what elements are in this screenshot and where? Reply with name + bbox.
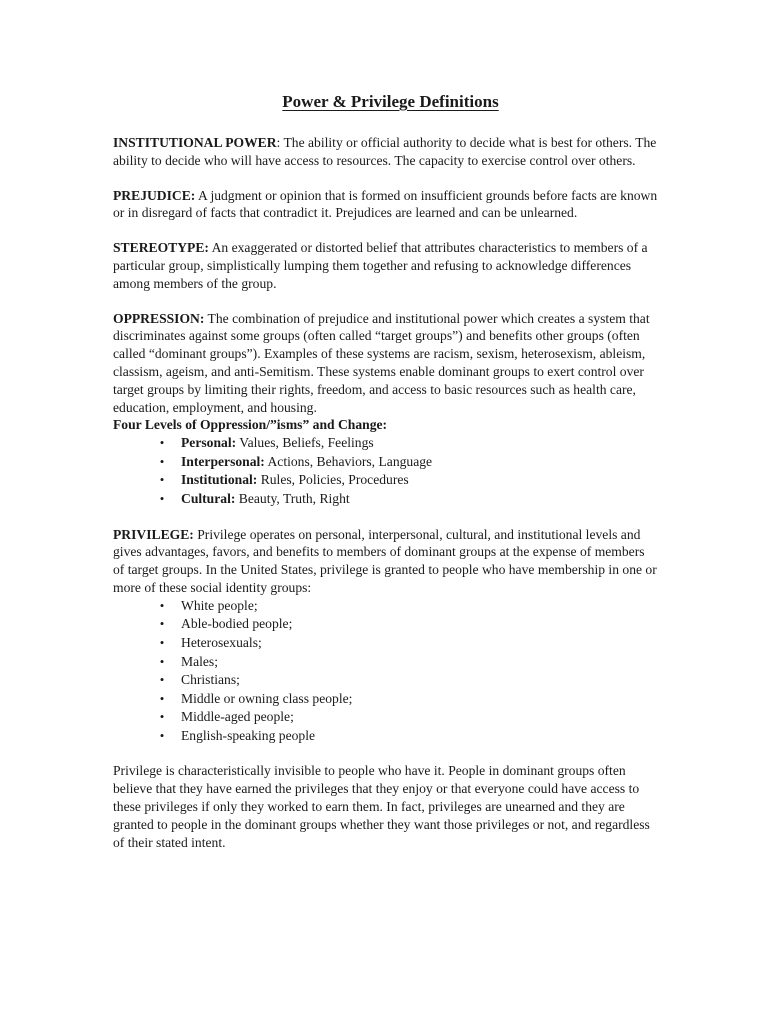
- definition-institutional-power: [113, 134, 658, 170]
- group-text: Males;: [181, 653, 218, 669]
- definition-term: PRIVILEGE:: [113, 526, 194, 542]
- list-item: [157, 471, 658, 490]
- list-item: [157, 597, 658, 616]
- level-label: Interpersonal:: [181, 453, 265, 469]
- level-label: Institutional:: [181, 472, 258, 488]
- definition-text: : The ability or official authority to decide what is best for others. The ability to decide who will have access to resources. The capacity to exercise control over others.: [113, 135, 657, 168]
- level-text: Beauty, Truth, Right: [235, 490, 350, 506]
- bullet-icon: •: [159, 616, 165, 632]
- level-text: Actions, Behaviors, Language: [264, 453, 433, 469]
- group-text: Middle-aged people;: [181, 709, 294, 725]
- list-item: [157, 708, 658, 727]
- document-title: Power & Privilege Definitions: [282, 92, 499, 111]
- bullet-icon: •: [159, 490, 165, 506]
- group-text: Able-bodied people;: [181, 616, 293, 632]
- definition-term: OPPRESSION:: [113, 310, 205, 326]
- definition-stereotype: [113, 239, 658, 292]
- bullet-icon: •: [159, 453, 165, 469]
- bullet-icon: •: [159, 472, 165, 488]
- levels-list: [113, 434, 658, 508]
- bullet-icon: •: [159, 672, 165, 688]
- list-item: [157, 727, 658, 746]
- closing-paragraph: Privilege is characteristically invisible to people who have it. People in dominant groups often believe that they have earned the privileges that they enjoy or that everyone could have access to these privileges if only they worked to earn them. In fact, privileges are unearned and they are granted to people in the dominant groups whether they want those privileges or not, and regardless of their stated intent.: [113, 763, 650, 850]
- definition-term: PREJUDICE:: [113, 187, 196, 203]
- group-text: Heterosexuals;: [181, 634, 262, 650]
- list-item: [157, 690, 658, 709]
- level-label: Personal:: [181, 435, 237, 451]
- privilege-groups-list: [113, 597, 658, 746]
- list-item: [157, 653, 658, 672]
- bullet-icon: •: [159, 597, 165, 613]
- bullet-icon: •: [159, 727, 165, 743]
- list-item: [157, 634, 658, 653]
- definition-term: INSTITUTIONAL POWER: [113, 135, 277, 150]
- definition-text: An exaggerated or distorted belief that attributes characteristics to members of a particular group, simplistically lumping them together and refusing to acknowledge differences among members of the group.: [113, 240, 648, 291]
- list-item: [157, 671, 658, 690]
- group-text: English-speaking people: [181, 727, 316, 743]
- definition-prejudice: [113, 187, 658, 223]
- level-label: Cultural:: [181, 490, 236, 506]
- level-text: Rules, Policies, Procedures: [257, 472, 409, 488]
- list-item: [157, 615, 658, 634]
- bullet-icon: •: [159, 634, 165, 650]
- group-text: White people;: [181, 597, 258, 613]
- list-item: [157, 490, 658, 509]
- definition-oppression: [113, 310, 658, 417]
- definition-text: The combination of prejudice and institutional power which creates a system that discriminates against some groups (often called “target groups”) and benefits other groups (often called “dominant groups”). Examples of these systems are racism, sexism, heterosexism, ableism, classism, ageism, and anti-Semitism. These systems enable dominant groups to exert control over target groups by limiting their rights, freedom, and access to basic resources such as health care, education, employment, and housing.: [113, 310, 650, 415]
- definition-privilege: [113, 526, 658, 597]
- definition-text: A judgment or opinion that is formed on insufficient grounds before facts are known or in disregard of facts that contradict it. Prejudices are learned and can be unlearned.: [113, 187, 658, 221]
- list-item: [157, 434, 658, 453]
- definition-term: STEREOTYPE:: [113, 240, 209, 256]
- levels-heading: Four Levels of Oppression/”isms” and Change:: [113, 417, 388, 433]
- bullet-icon: •: [159, 709, 165, 725]
- group-text: Christians;: [181, 672, 240, 688]
- list-item: [157, 453, 658, 472]
- bullet-icon: •: [159, 653, 165, 669]
- bullet-icon: •: [159, 435, 165, 451]
- group-text: Middle or owning class people;: [181, 690, 353, 706]
- bullet-icon: •: [159, 690, 165, 706]
- definition-text: Privilege operates on personal, interpersonal, cultural, and institutional levels and gives advantages, favors, and benefits to members of dominant groups at the expense of members of target groups. In the United States, privilege is granted to people who have membership in one or more of these social identity groups:: [113, 526, 657, 595]
- level-text: Values, Beliefs, Feelings: [236, 435, 374, 451]
